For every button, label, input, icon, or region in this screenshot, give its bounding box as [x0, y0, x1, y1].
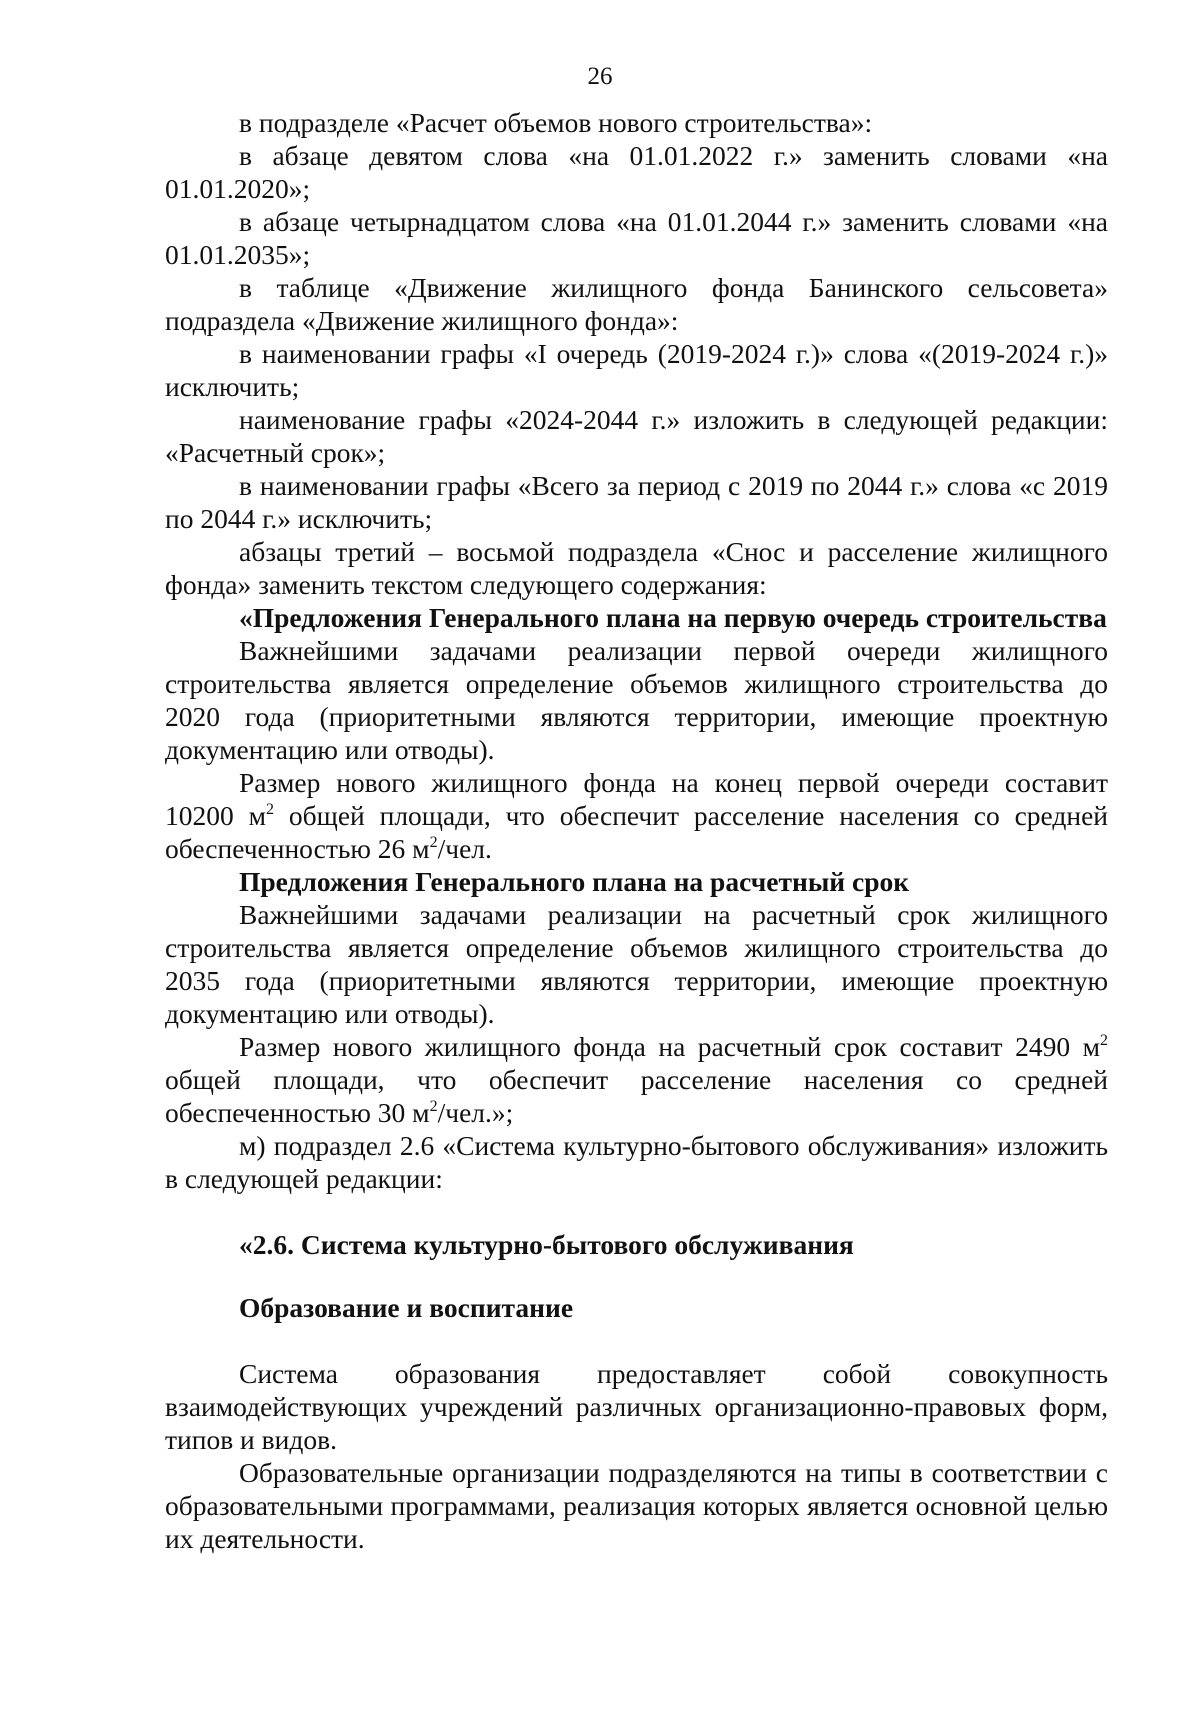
paragraph-column-first-stage: в наименовании графы «I очередь (2019-2024 г.)» слова «(2019-2024 г.)» исключить; [165, 338, 1108, 402]
paragraph-column-rename: наименование графы «2024-2044 г.» изложить в следующей редакции: «Расчетный срок»; [165, 404, 1108, 468]
heading-section-2-6: «2.6. Система культурно-бытового обслуживания [239, 1229, 854, 1260]
superscript-square-4: 2 [429, 1098, 438, 1115]
heading-estimated-term-proposals: Предложения Генерального плана на расчетный срок [239, 866, 910, 897]
first-stage-size-text-a: Размер нового жилищного фонда на конец первой очереди составит 10200 м [165, 767, 1108, 831]
paragraph-amendment-fourteenth: в абзаце четырнадцатом слова «на 01.01.2044 г.» заменить словами «на 01.01.2035»; [165, 206, 1108, 270]
paragraph-education-system: Система образования предоставляет собой совокупность взаимодействующих учреждений различных организационно-правовых форм, типов и видов. [165, 1358, 1108, 1455]
page-number: 26 [587, 63, 613, 90]
paragraph-educational-organizations: Образовательные организации подразделяются на типы в соответствии с образовательными программами, реализация которых является основной целью их деятельности. [165, 1457, 1108, 1554]
document-body [165, 106, 1108, 1555]
estimated-term-size-text-c: /чел.»; [437, 1097, 514, 1128]
paragraph-column-total: в наименовании графы «Всего за период с 2019 по 2044 г.» слова «с 2019 по 2044 г.» исключить; [165, 470, 1108, 534]
paragraph-replace-text: абзацы третий – восьмой подраздела «Снос и расселение жилищного фонда» заменить текстом следующего содержания: [165, 536, 1108, 600]
superscript-square-2: 2 [429, 834, 438, 851]
paragraph-first-stage-tasks: Важнейшими задачами реализации первой очереди жилищного строительства является определение объемов жилищного строительства до 2020 года (приоритетными являются территории, имеющие проектную документацию или отводы). [165, 635, 1108, 765]
first-stage-size-text-b: общей площади, что обеспечит расселение населения со средней обеспеченностью 26 м [165, 800, 1109, 864]
paragraph-subsection-intro: в подразделе «Расчет объемов нового строительства»: [239, 107, 873, 138]
heading-education: Образование и воспитание [239, 1292, 574, 1323]
estimated-term-size-text-a: Размер нового жилищного фонда на расчетный срок составит 2490 м [239, 1031, 1100, 1062]
estimated-term-size-text-b: общей площади, что обеспечит расселение населения со средней обеспеченностью 30 м [165, 1064, 1108, 1128]
superscript-square-3: 2 [1100, 1032, 1108, 1049]
first-stage-size-text-c: /чел. [437, 833, 492, 864]
paragraph-first-stage-size [165, 766, 1108, 865]
paragraph-estimated-term-tasks: Важнейшими задачами реализации на расчетный срок жилищного строительства является определение объемов жилищного строительства до 2035 года (приоритетными являются территории, имеющие проектную документацию или отводы). [165, 899, 1108, 1029]
paragraph-estimated-term-size [165, 1030, 1108, 1129]
paragraph-table-intro: в таблице «Движение жилищного фонда Банинского сельсовета» подраздела «Движение жилищного фонда»: [165, 272, 1108, 336]
heading-first-stage-proposals: «Предложения Генерального плана на первую очередь строительства [239, 602, 1107, 633]
superscript-square-1: 2 [266, 801, 275, 818]
paragraph-amendment-ninth: в абзаце девятом слова «на 01.01.2022 г.» заменить словами «на 01.01.2020»; [165, 140, 1108, 204]
paragraph-subsection-2-6-amendment: м) подраздел 2.6 «Система культурно-бытового обслуживания» изложить в следующей редакции: [165, 1130, 1108, 1194]
